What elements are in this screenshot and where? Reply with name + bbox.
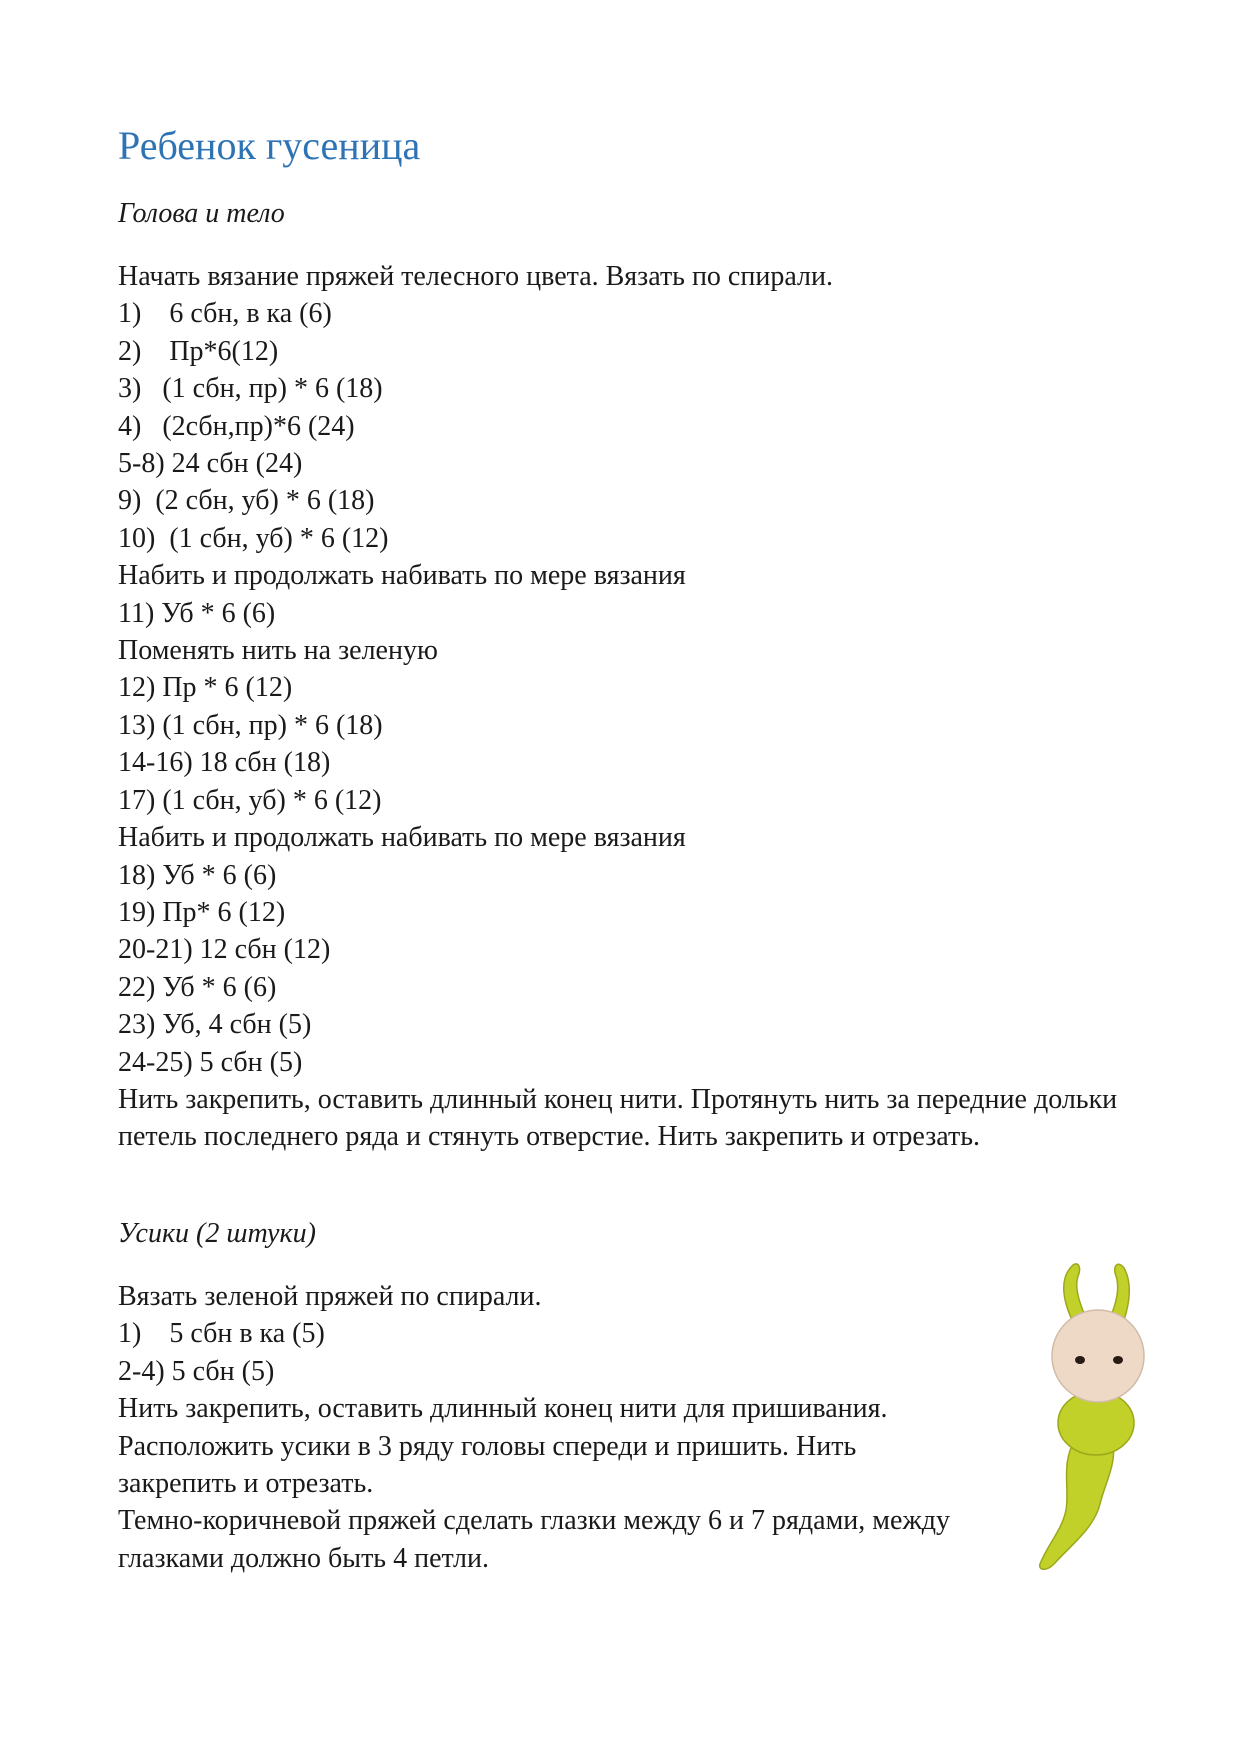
section-body-head-body	[118, 258, 1138, 1156]
instruction-line: 24-25) 5 сбн (5)	[118, 1046, 303, 1078]
section-heading-antennae: Усики (2 штуки)	[118, 1218, 316, 1249]
instruction-line: 5-8) 24 сбн (24)	[118, 448, 303, 480]
instruction-line: 19) Пр* 6 (12)	[118, 896, 286, 928]
instruction-line: 10) (1 сбн, уб) * 6 (12)	[118, 522, 389, 554]
eyes-paragraph: Темно-коричневой пряжей сделать глазки между 6 и 7 рядами, между глазками должно быть 4 петли.	[118, 1505, 951, 1574]
caterpillar-toy-figure	[1020, 1248, 1170, 1578]
caterpillar-tail	[1040, 1438, 1114, 1569]
instruction-line: 20-21) 12 сбн (12)	[118, 934, 331, 966]
instruction-line: 14-16) 18 сбн (18)	[118, 747, 331, 779]
left-eye-icon	[1075, 1356, 1085, 1364]
instruction-line: Нить закрепить, оставить длинный конец нити для пришивания.	[118, 1393, 888, 1425]
instruction-line: 23) Уб, 4 сбн (5)	[118, 1009, 312, 1041]
instruction-line: 18) Уб * 6 (6)	[118, 859, 277, 891]
closing-paragraph: Нить закрепить, оставить длинный конец нити. Протянуть нить за передние дольки петель последнего ряда и стянуть отверстие. Нить закрепить и отрезать.	[118, 1083, 1118, 1153]
placement-paragraph: Расположить усики в 3 ряду головы спереди и пришить. Нить закрепить и отрезать.	[118, 1430, 857, 1500]
section-heading-head-body: Голова и тело	[118, 198, 285, 229]
instruction-line: 4) (2сбн,пр)*6 (24)	[118, 410, 355, 442]
instruction-line: 12) Пр * 6 (12)	[118, 672, 293, 704]
instruction-line: Набить и продолжать набивать по мере вязания	[118, 560, 686, 592]
right-eye-icon	[1113, 1356, 1123, 1364]
instruction-line: Вязать зеленой пряжей по спирали.	[118, 1281, 542, 1312]
instruction-line: Набить и продолжать набивать по мере вязания	[118, 822, 686, 854]
instruction-line: 1) 6 сбн, в ка (6)	[118, 298, 332, 330]
instruction-line: 3) (1 сбн, пр) * 6 (18)	[118, 373, 383, 405]
instruction-line: 1) 5 сбн в ка (5)	[118, 1318, 325, 1350]
page-title: Ребенок гусеница	[118, 123, 421, 168]
caterpillar-head	[1052, 1310, 1144, 1402]
instruction-line: 13) (1 сбн, пр) * 6 (18)	[118, 709, 383, 741]
instruction-line: 2) Пр*6(12)	[118, 335, 279, 367]
section-body-antennae	[118, 1278, 1138, 1577]
instruction-line: 17) (1 сбн, уб) * 6 (12)	[118, 784, 382, 816]
left-antenna	[1064, 1264, 1086, 1320]
instruction-line: 11) Уб * 6 (6)	[118, 597, 276, 629]
right-antenna	[1110, 1264, 1129, 1320]
instruction-line: 2-4) 5 сбн (5)	[118, 1355, 275, 1387]
instruction-line: Начать вязание пряжей телесного цвета. Вязать по спирали.	[118, 261, 833, 292]
instruction-line: Поменять нить на зеленую	[118, 635, 438, 667]
instruction-line: 9) (2 сбн, уб) * 6 (18)	[118, 485, 375, 517]
instruction-line: 22) Уб * 6 (6)	[118, 971, 277, 1003]
